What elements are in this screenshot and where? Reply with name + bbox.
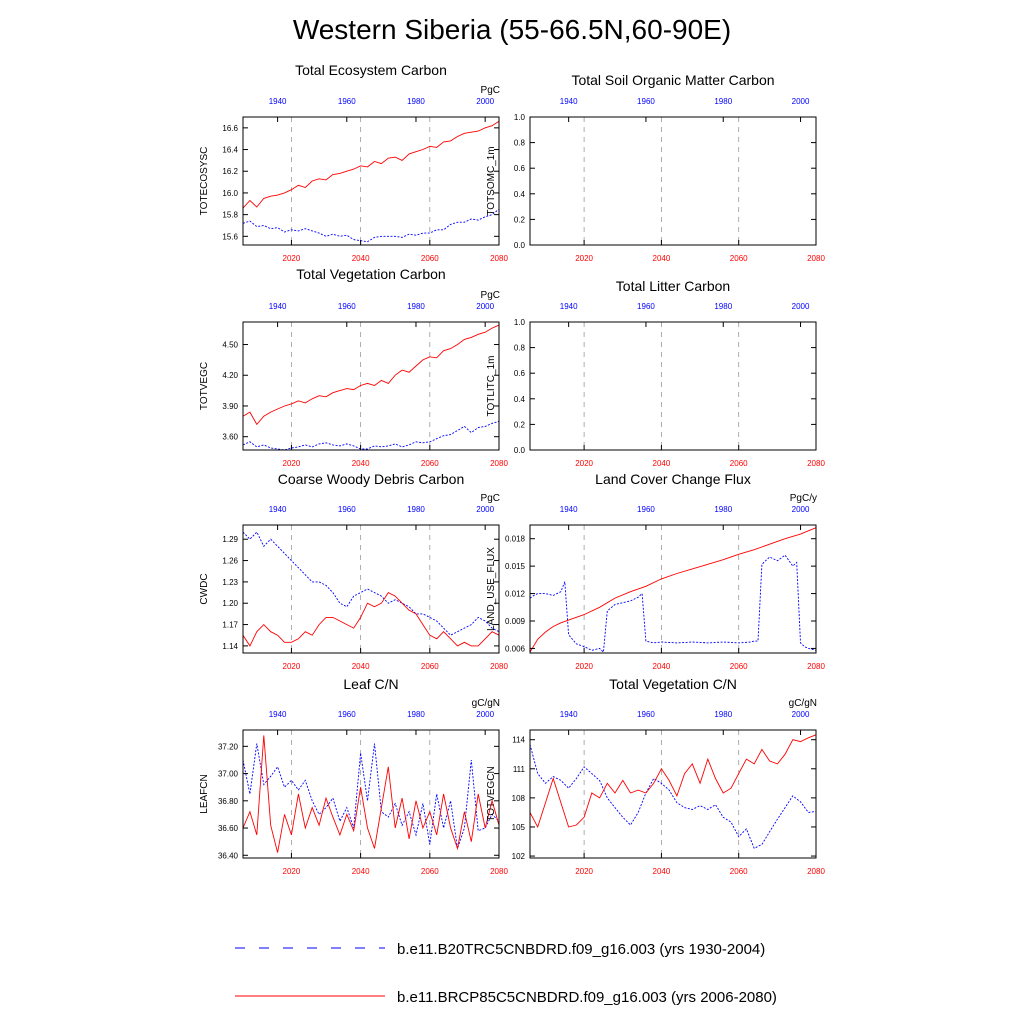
x-tick-label-top: 2000: [791, 710, 810, 719]
x-tick-label-bottom: 2080: [490, 662, 508, 671]
x-tick-label-bottom: 2040: [351, 459, 370, 468]
y-tick-label: 1.26: [222, 556, 238, 566]
x-tick-label-top: 1960: [637, 302, 655, 311]
x-tick-label-top: 1940: [559, 97, 578, 106]
x-tick-label-bottom: 2020: [282, 254, 301, 263]
y-tick-label: 1.29: [222, 535, 238, 545]
x-tick-label-top: 1960: [337, 302, 356, 311]
x-tick-label-top: 1980: [407, 505, 425, 514]
y-tick-label: 0.6: [513, 369, 525, 379]
plot-frame: [243, 525, 499, 653]
x-tick-label-bottom: 2060: [420, 662, 439, 671]
legend-label-future: b.e11.BRCP85C5CNBDRD.f09_g16.003 (yrs 2006-2080): [397, 989, 777, 1006]
y-axis-label: TOTVEGCN: [486, 766, 497, 822]
x-tick-label-top: 1980: [714, 302, 733, 311]
x-tick-label-bottom: 2040: [652, 662, 671, 671]
plot-frame: [530, 322, 816, 450]
chart-title: Land Cover Change Flux: [595, 471, 751, 487]
chart-title: Coarse Woody Debris Carbon: [277, 471, 465, 487]
y-tick-label: 1.0: [513, 318, 525, 327]
y-tick-label: 105: [511, 822, 525, 832]
y-tick-label: 37.20: [217, 742, 238, 752]
x-tick-label-top: 1980: [407, 302, 425, 311]
x-tick-label-bottom: 2020: [282, 662, 301, 671]
x-tick-label-top: 2000: [791, 97, 810, 106]
y-axis-label: CWDC: [199, 573, 210, 605]
x-tick-label-bottom: 2080: [807, 459, 825, 468]
x-tick-label-bottom: 2080: [490, 867, 508, 876]
x-tick-label-bottom: 2060: [420, 867, 439, 876]
y-tick-label: 0.4: [513, 189, 525, 199]
y-tick-label: 0.2: [513, 215, 525, 225]
chart-title: Total Litter Carbon: [615, 278, 731, 294]
x-tick-label-top: 1960: [637, 710, 655, 719]
x-tick-label-bottom: 2080: [807, 662, 825, 671]
chart-units: PgC: [480, 85, 500, 96]
y-tick-label: 3.90: [222, 401, 238, 411]
series-line-control: [530, 745, 816, 849]
x-tick-label-top: 1960: [337, 97, 356, 106]
x-tick-label-top: 2000: [476, 505, 495, 514]
y-tick-label: 0.012: [504, 589, 525, 599]
y-tick-label: 1.17: [222, 620, 238, 630]
y-tick-label: 0.015: [504, 562, 525, 572]
x-tick-label-top: 1980: [714, 710, 733, 719]
chart-units: PgC: [480, 493, 500, 504]
y-axis-label: LAND_USE_FLUX: [486, 547, 497, 631]
x-tick-label-top: 1940: [559, 302, 578, 311]
y-tick-label: 1.0: [513, 113, 525, 122]
y-tick-label: 0.009: [504, 617, 525, 626]
x-tick-label-top: 1980: [407, 710, 425, 719]
x-tick-label-bottom: 2020: [575, 662, 594, 671]
x-tick-label-top: 2000: [476, 97, 495, 106]
y-tick-label: 0.006: [504, 644, 525, 654]
chart-title: Total Vegetation C/N: [609, 676, 737, 692]
x-tick-label-bottom: 2040: [351, 662, 370, 671]
chart-panel-5: [486, 471, 825, 671]
y-axis-label: LEAFCN: [199, 774, 210, 814]
series-line-future: [243, 735, 499, 852]
x-tick-label-bottom: 2040: [351, 254, 370, 263]
series-line-control: [530, 555, 816, 652]
y-tick-label: 37.00: [217, 769, 238, 779]
chart-panel-0: [199, 62, 508, 263]
x-tick-label-bottom: 2020: [282, 459, 301, 468]
legend-label-control: b.e11.B20TRC5CNBDRD.f09_g16.003 (yrs 1930-2004): [397, 941, 766, 958]
y-tick-label: 0.4: [513, 394, 525, 404]
x-tick-label-bottom: 2020: [575, 254, 594, 263]
x-tick-label-top: 1940: [559, 710, 578, 719]
x-tick-label-top: 1980: [407, 97, 425, 106]
y-tick-label: 4.20: [222, 371, 238, 381]
series-line-control: [243, 532, 499, 635]
plot-frame: [530, 730, 816, 858]
x-tick-label-bottom: 2020: [282, 867, 301, 876]
x-tick-label-top: 1980: [714, 97, 733, 106]
y-tick-label: 0.018: [504, 534, 525, 544]
plot-frame: [243, 322, 499, 450]
y-tick-label: 111: [512, 764, 525, 774]
x-tick-label-bottom: 2040: [652, 254, 671, 263]
y-tick-label: 108: [511, 793, 525, 803]
x-tick-label-top: 1940: [268, 710, 287, 719]
x-tick-label-top: 1940: [268, 97, 287, 106]
page-title: Western Siberia (55-66.5N,60-90E): [292, 14, 732, 45]
x-tick-label-bottom: 2060: [729, 254, 748, 263]
y-tick-label: 3.60: [222, 432, 238, 442]
x-tick-label-top: 1940: [268, 302, 287, 311]
chart-units: PgC: [480, 290, 500, 301]
x-tick-label-top: 2000: [476, 710, 495, 719]
plot-frame: [530, 117, 816, 245]
y-tick-label: 0.0: [513, 446, 525, 455]
x-tick-label-top: 1940: [559, 505, 578, 514]
x-tick-label-bottom: 2040: [652, 459, 671, 468]
y-tick-label: 15.8: [222, 210, 238, 220]
series-line-future: [530, 735, 816, 827]
x-tick-label-bottom: 2060: [729, 459, 748, 468]
x-tick-label-top: 2000: [476, 302, 495, 311]
chart-panel-1: [486, 72, 825, 263]
plot-frame: [530, 525, 816, 653]
chart-units: gC/gN: [471, 698, 500, 709]
chart-title: Total Ecosystem Carbon: [295, 62, 447, 78]
y-axis-label: TOTECOSYSC: [199, 146, 210, 216]
x-tick-label-bottom: 2020: [575, 867, 594, 876]
series-line-future: [243, 121, 499, 208]
y-axis-label: TOTVEGC: [199, 361, 210, 411]
chart-title: Total Soil Organic Matter Carbon: [571, 72, 775, 88]
x-tick-label-bottom: 2060: [729, 867, 748, 876]
x-tick-label-bottom: 2060: [420, 254, 439, 263]
x-tick-label-bottom: 2040: [351, 867, 370, 876]
chart-title: Leaf C/N: [343, 676, 399, 692]
series-line-future: [243, 325, 499, 424]
y-tick-label: 1.23: [222, 577, 238, 587]
chart-panel-3: [486, 278, 825, 468]
y-tick-label: 36.80: [217, 796, 238, 806]
x-tick-label-bottom: 2080: [490, 459, 508, 468]
y-tick-label: 1.14: [222, 641, 238, 651]
y-tick-label: 36.40: [217, 851, 238, 861]
y-tick-label: 0.8: [513, 343, 525, 353]
series-line-control: [243, 209, 499, 242]
y-tick-label: 16.0: [222, 188, 238, 198]
y-tick-label: 36.60: [217, 824, 238, 834]
x-tick-label-bottom: 2080: [807, 254, 825, 263]
y-axis-label: TOTLITC_1m: [486, 355, 497, 417]
chart-units: gC/gN: [788, 698, 817, 709]
y-tick-label: 16.4: [222, 145, 238, 155]
y-axis-label: TOTSOMC_1m: [486, 146, 497, 216]
y-tick-label: 114: [512, 735, 525, 745]
chart-units: PgC/y: [789, 493, 817, 504]
y-tick-label: 16.6: [222, 123, 238, 133]
y-tick-label: 15.6: [222, 232, 238, 242]
plot-frame: [243, 117, 499, 245]
chart-panel-6: [199, 676, 508, 876]
chart-panel-2: [199, 266, 508, 468]
x-tick-label-top: 2000: [791, 302, 810, 311]
chart-panel-4: [199, 471, 508, 671]
y-tick-label: 4.50: [222, 340, 238, 350]
x-tick-label-top: 1960: [637, 505, 655, 514]
y-tick-label: 0.2: [513, 420, 525, 430]
y-tick-label: 16.2: [222, 167, 238, 177]
x-tick-label-top: 1960: [337, 505, 356, 514]
series-line-control: [243, 421, 499, 450]
x-tick-label-bottom: 2080: [807, 867, 825, 876]
y-tick-label: 0.0: [513, 241, 525, 250]
x-tick-label-top: 1980: [714, 505, 733, 514]
x-tick-label-bottom: 2060: [729, 662, 748, 671]
y-tick-label: 0.6: [513, 164, 525, 174]
series-line-future: [243, 593, 499, 646]
x-tick-label-top: 1960: [637, 97, 655, 106]
chart-panel-7: [486, 676, 825, 876]
y-tick-label: 0.8: [513, 138, 525, 148]
x-tick-label-bottom: 2040: [652, 867, 671, 876]
y-tick-label: 102: [511, 852, 525, 862]
series-line-future: [530, 528, 816, 652]
x-tick-label-bottom: 2020: [575, 459, 594, 468]
x-tick-label-bottom: 2060: [420, 459, 439, 468]
x-tick-label-top: 1940: [268, 505, 287, 514]
x-tick-label-top: 1960: [337, 710, 356, 719]
y-tick-label: 1.20: [222, 599, 238, 609]
x-tick-label-top: 2000: [791, 505, 810, 514]
x-tick-label-bottom: 2080: [490, 254, 508, 263]
chart-title: Total Vegetation Carbon: [296, 266, 446, 282]
